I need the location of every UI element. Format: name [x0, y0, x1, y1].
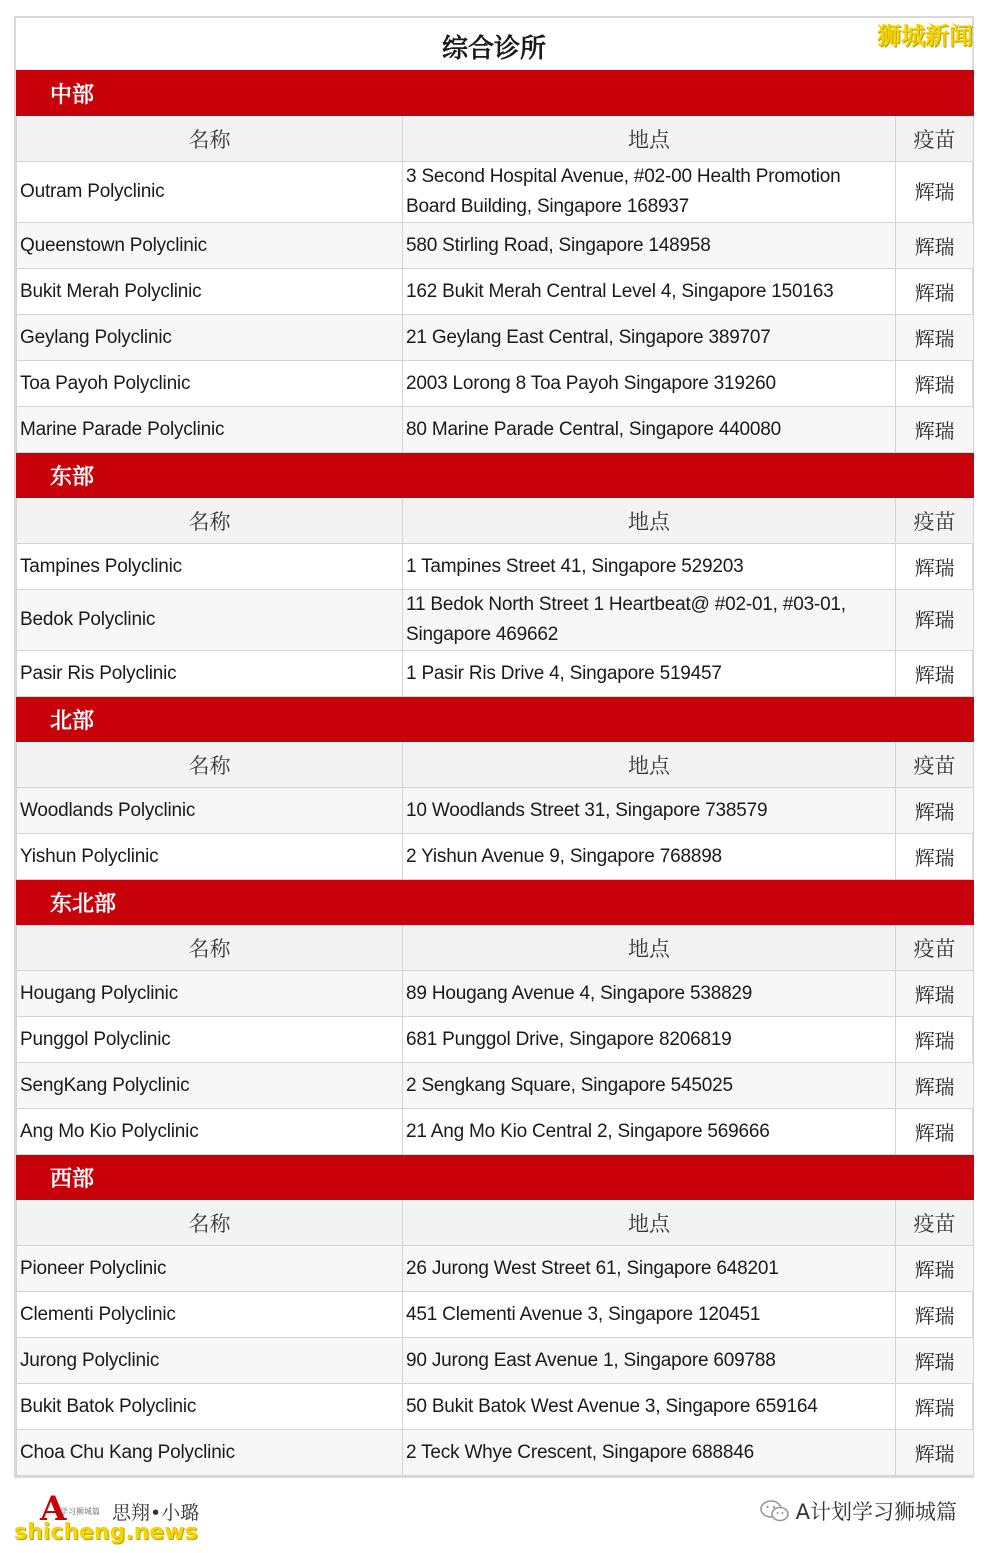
table-row: [17, 1338, 974, 1384]
vaccine-type: 辉瑞: [896, 1384, 974, 1430]
vaccine-type: 辉瑞: [896, 1017, 974, 1063]
region-title: 西部: [17, 1155, 974, 1200]
wechat-account-name: A计划学习狮城篇: [795, 1500, 957, 1524]
region-header: [17, 453, 974, 498]
vaccine-type: 辉瑞: [896, 971, 974, 1017]
vaccine-type: 辉瑞: [896, 315, 974, 361]
clinic-name: Choa Chu Kang Polyclinic: [17, 1430, 403, 1476]
clinic-address: 50 Bukit Batok West Avenue 3, Singapore 659164: [403, 1384, 896, 1430]
table-row: [17, 1384, 974, 1430]
clinic-address: 2 Teck Whye Crescent, Singapore 688846: [403, 1430, 896, 1476]
column-header-location: 地点: [403, 1200, 896, 1246]
column-header-row: [17, 498, 974, 544]
vaccine-type: 辉瑞: [896, 1338, 974, 1384]
column-header-vaccine: 疫苗: [896, 925, 974, 971]
polyclinic-table: [16, 70, 974, 1476]
clinic-name: Hougang Polyclinic: [17, 971, 403, 1017]
clinic-address: 90 Jurong East Avenue 1, Singapore 609788: [403, 1338, 896, 1384]
clinic-address: 1 Pasir Ris Drive 4, Singapore 519457: [403, 651, 896, 697]
region-header: [17, 880, 974, 925]
clinic-name: Bukit Merah Polyclinic: [17, 269, 403, 315]
table-row: [17, 590, 974, 651]
column-header-name: 名称: [17, 742, 403, 788]
clinic-name: Tampines Polyclinic: [17, 544, 403, 590]
table-row: [17, 1109, 974, 1155]
wechat-icon: [760, 1500, 790, 1522]
vaccine-type: 辉瑞: [896, 590, 974, 651]
table-row: [17, 1017, 974, 1063]
region-title: 东部: [17, 453, 974, 498]
site-watermark: shicheng.news: [14, 1520, 198, 1545]
clinic-address: 580 Stirling Road, Singapore 148958: [403, 223, 896, 269]
column-header-row: [17, 116, 974, 162]
column-header-location: 地点: [403, 498, 896, 544]
column-header-vaccine: 疫苗: [896, 742, 974, 788]
table-row: [17, 223, 974, 269]
region-header: [17, 71, 974, 116]
vaccine-type: 辉瑞: [896, 361, 974, 407]
clinic-name: Punggol Polyclinic: [17, 1017, 403, 1063]
region-title: 东北部: [17, 880, 974, 925]
vaccine-type: 辉瑞: [896, 834, 974, 880]
vaccine-type: 辉瑞: [896, 162, 974, 223]
clinic-address: 2 Sengkang Square, Singapore 545025: [403, 1063, 896, 1109]
clinic-name: Clementi Polyclinic: [17, 1292, 403, 1338]
clinic-name: Yishun Polyclinic: [17, 834, 403, 880]
watermark-top: 狮城新闻: [877, 22, 973, 50]
clinic-name: Pioneer Polyclinic: [17, 1246, 403, 1292]
region-title: 中部: [17, 71, 974, 116]
table-row: [17, 407, 974, 453]
region-header: [17, 697, 974, 742]
column-header-row: [17, 742, 974, 788]
table-row: [17, 544, 974, 590]
region-header: [17, 1155, 974, 1200]
clinic-name: Outram Polyclinic: [17, 162, 403, 223]
column-header-name: 名称: [17, 925, 403, 971]
clinic-address: 80 Marine Parade Central, Singapore 440080: [403, 407, 896, 453]
clinic-address: 10 Woodlands Street 31, Singapore 738579: [403, 788, 896, 834]
column-header-name: 名称: [17, 498, 403, 544]
clinic-address: 451 Clementi Avenue 3, Singapore 120451: [403, 1292, 896, 1338]
table-row: [17, 788, 974, 834]
vaccine-type: 辉瑞: [896, 223, 974, 269]
table-row: [17, 971, 974, 1017]
author-name: 思翔•小璐: [112, 1502, 200, 1524]
column-header-row: [17, 1200, 974, 1246]
table-row: [17, 162, 974, 223]
logo-text: 学习狮城篇: [60, 1507, 100, 1516]
vaccine-type: 辉瑞: [896, 1430, 974, 1476]
table-row: [17, 269, 974, 315]
table-row: [17, 651, 974, 697]
logo-letter: A: [40, 1489, 67, 1529]
table-row: [17, 1292, 974, 1338]
table-row: [17, 1430, 974, 1476]
footer: [0, 1480, 989, 1553]
column-header-vaccine: 疫苗: [896, 498, 974, 544]
clinic-address: 2003 Lorong 8 Toa Payoh Singapore 319260: [403, 361, 896, 407]
clinic-name: Marine Parade Polyclinic: [17, 407, 403, 453]
clinic-address: 162 Bukit Merah Central Level 4, Singapore 150163: [403, 269, 896, 315]
vaccine-type: 辉瑞: [896, 269, 974, 315]
table-row: [17, 315, 974, 361]
clinic-address: 11 Bedok North Street 1 Heartbeat@ #02-01, #03-01, Singapore 469662: [403, 590, 896, 651]
column-header-name: 名称: [17, 1200, 403, 1246]
column-header-name: 名称: [17, 116, 403, 162]
clinic-address: 21 Geylang East Central, Singapore 389707: [403, 315, 896, 361]
region-title: 北部: [17, 697, 974, 742]
page-title: 综合诊所: [441, 34, 546, 64]
clinic-address: 89 Hougang Avenue 4, Singapore 538829: [403, 971, 896, 1017]
vaccine-type: 辉瑞: [896, 651, 974, 697]
clinic-name: Ang Mo Kio Polyclinic: [17, 1109, 403, 1155]
wechat-account: [760, 1496, 957, 1526]
clinic-name: Jurong Polyclinic: [17, 1338, 403, 1384]
table-row: [17, 834, 974, 880]
clinic-address: 21 Ang Mo Kio Central 2, Singapore 569666: [403, 1109, 896, 1155]
clinic-name: Bedok Polyclinic: [17, 590, 403, 651]
table-row: [17, 361, 974, 407]
vaccine-type: 辉瑞: [896, 788, 974, 834]
clinic-name: Pasir Ris Polyclinic: [17, 651, 403, 697]
vaccine-type: 辉瑞: [896, 407, 974, 453]
vaccine-type: 辉瑞: [896, 1292, 974, 1338]
vaccine-type: 辉瑞: [896, 1109, 974, 1155]
table-row: [17, 1063, 974, 1109]
vaccine-type: 辉瑞: [896, 1246, 974, 1292]
clinic-name: Bukit Batok Polyclinic: [17, 1384, 403, 1430]
clinic-address: 3 Second Hospital Avenue, #02-00 Health Promotion Board Building, Singapore 168937: [403, 162, 896, 223]
column-header-location: 地点: [403, 925, 896, 971]
vaccine-type: 辉瑞: [896, 1063, 974, 1109]
clinic-name: Toa Payoh Polyclinic: [17, 361, 403, 407]
clinic-name: Queenstown Polyclinic: [17, 223, 403, 269]
column-header-location: 地点: [403, 116, 896, 162]
clinic-address: 26 Jurong West Street 61, Singapore 648201: [403, 1246, 896, 1292]
clinic-name: Geylang Polyclinic: [17, 315, 403, 361]
column-header-vaccine: 疫苗: [896, 116, 974, 162]
clinic-name: SengKang Polyclinic: [17, 1063, 403, 1109]
vaccine-type: 辉瑞: [896, 544, 974, 590]
column-header-vaccine: 疫苗: [896, 1200, 974, 1246]
table-row: [17, 1246, 974, 1292]
clinic-address: 1 Tampines Street 41, Singapore 529203: [403, 544, 896, 590]
column-header-row: [17, 925, 974, 971]
title-bar: [16, 18, 972, 70]
clinic-name: Woodlands Polyclinic: [17, 788, 403, 834]
clinic-address: 2 Yishun Avenue 9, Singapore 768898: [403, 834, 896, 880]
clinic-address: 681 Punggol Drive, Singapore 8206819: [403, 1017, 896, 1063]
column-header-location: 地点: [403, 742, 896, 788]
